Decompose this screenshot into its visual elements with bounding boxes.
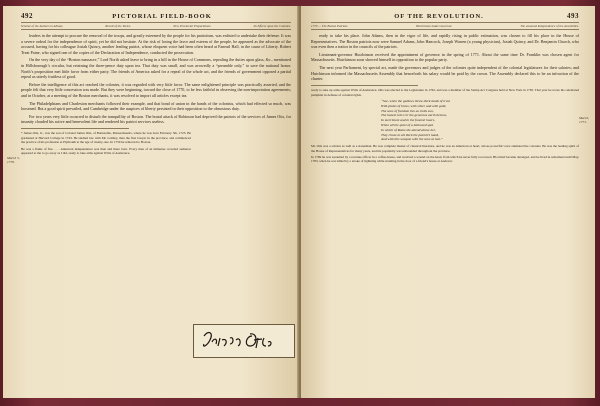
footnote-divider [21,128,129,129]
left-running-title: PICTORIAL FIELD-BOOK [112,13,212,20]
left-page-header [21,12,291,20]
right-running-title: OF THE REVOLUTION. [394,13,484,20]
left-page-number: 492 [21,12,33,20]
left-subhead: New Provincial Preparations. [173,24,212,28]
right-subheads [311,22,579,30]
poem-line: In which of Rome the attend above her, [381,127,436,132]
right-paragraph: ready to take his place. John Adams, then in the vigor of life, and rapidly rising in public estimation, was chosen to fill his place in the House of Representatives. The Boston patriots now were Samuel Adams, John Hancock, Joseph Warren (a young physician), Josiah Quincy, and Dr. Benjamin Church, who was even then a traitor in the councils of the patriots. [311,33,579,50]
right-footnote: In 1769 he was assaulted by a revenue officer in a coffee-house, and received a wound on the head, from which he never fully recovered. His mind became deranged, and he lived in retirement until May, 1783, when he was killed by a stroke of lightning while standing in the door of a friend’s house at Andover. [311,155,579,164]
right-paragraph: Lieutenant-governor Hutchinson received the appointment of governor in the spring of 1771. About the same time Dr. Franklin was chosen agent for Massachusetts. Hutchinson soon showed himself in opposition to the popular party. [311,51,579,63]
poem-line: “See, when the gallows throw thick lands of trust [381,99,450,104]
poem-line: The sons of freedom lies as trolls sun, [381,108,434,113]
poem-line: When all the quiet of a hallowed spot [381,123,434,128]
left-subheads [21,22,291,30]
right-page [301,6,595,398]
poem-line: They chose to all thick the patriot’s hand, [381,132,439,137]
signature-text: James Otis [244,352,249,353]
right-footnote: Mr. Otis was a scholar as well as a statesman. He was complete master of classical literature, and he was an American at heart, whose powerful voice animated the colonies. He was the leading spirit of the House of Representatives for many years, and his popularity was unbounded throughout the province. [311,144,579,153]
right-paragraph: The next year Parliament, by special act, made the governors and judges of the colonies quite independent of the colonial legislatures for their salaries; and Hutchinson informed the Massachusetts Assembly that henceforth his salary would be paid by the crown. The Assembly declared this to be an infraction of the charter. [311,64,579,82]
left-subhead: Its Effects upon the Colonies. [253,24,291,28]
left-paragraph: The Philadelphians and Charleston merchants followed their example, and that bond of union in the hands of the colonists, which had effected so much, was loosened. But a good spirit prevailed, and Cambridge under the auspices of liberty persisted in their opposition to the obnoxious duty. [21,100,291,112]
right-subhead: The assumed Independence of the Assemblies. [520,24,579,28]
quoted-poem [381,99,579,142]
left-footnote: He was a flame of fire. . . . American independence was then and there born. Every man of an immense crowded audience appeared to me to go away as I did, ready to take arms against Writs of Assistance. [21,146,191,156]
poem-line: And with this weapon with the sons at last.” [381,137,443,142]
footnote-divider [311,85,418,86]
right-footnote-lead: ready to take up arms against Writs of Assistance. Otis was elected to the Legislature in 1762, and was a member of the Stamp Act Congress held at New York in 1765. That year he wrote his celebrated pamphlet in defense of colonial rights. [311,88,579,97]
poem-line: In merriment and in the funeral hours, [381,118,435,123]
right-margin-note: March, 1771. [579,116,590,124]
left-paragraph: leaders in the attempt to procure the removal of the troops, and greatly esteemed by the people for his patriotism, was enlisted to undertake their defense. It was a severe ordeal for the independence of spirit, yet he did not hesitate. At the risk of losing the favor and esteem of the people, he appeared as the advocate of the accused, having for his colleague Josiah Quincy, another leading patriot, whose eloquent voice had been often heard at Faneuil Hall, in the cause of Liberty. Robert Treat Paine, who signed one of the copies of the Declaration of Independence, conducted the prosecution. [21,33,291,55]
poem-line: With plates of brass, with silver and with gold, [381,103,447,108]
left-paragraph: On the very day of the “Boston massacre,” Lord North asked leave to bring in a bill in the House of Commons, repealing the duties upon glass, &c., mentioned in Hillsborough’s circular, but retaining the three-pence duty upon tea. That duty was small, and was avowedly a “preamble only,” to save the national honor. North’s proposition met little favor from either party. The friends of America asked for a repeal of the whole act, and the friends of government opposed a partial repeal as utterly fruitless of good. [21,57,291,80]
right-subhead: Hutchinson made Governor. [416,24,453,28]
poem-line: The honest toil o’er the generous earth bestow, [381,113,447,118]
left-subhead: Scheme of the Authors in Albany. [21,24,64,28]
left-subhead: Revolt of the Tories. [105,24,131,28]
left-footnote: * James Otis, Jr., was the son of Colonel James Otis, of Barnstable, Massachusetts, where he was born February 5th, 1725. He graduated at Harvard College in 1743. He studied law with Mr. Gridley, then the first lawyer in the province, and commenced the practice of his profession at Plymouth at the age of twenty-one. In 1750 he removed to Boston. [21,131,191,145]
left-paragraph: Before the intelligence of this act reached the colonies, it was regarded with very little favor. The same enlightened principle was practically asserted, and the people felt that very little concession was made. But they were beginning, toward the close of 1770, to be less faithful in observing the non-importation agreements; and in October, at a meeting of the Boston merchants, it was resolved to import all articles except tea. [21,81,291,98]
right-subhead: 1770 — The Boston Patriots. [311,24,349,28]
right-page-header [311,12,579,20]
left-page [3,6,299,398]
left-margin-note: March 5, 1770. [7,156,20,164]
signature-image [198,328,290,354]
signature-facsimile [193,324,295,358]
left-paragraph: For two years very little occurred to disturb the tranquillity of Boston. The brutal attack of Robinson had deprived the patriots of the services of James Otis, for insanity clouded his active and benevolent life and rendered his patriot services useless. [21,113,291,125]
right-page-number: 493 [566,12,579,20]
